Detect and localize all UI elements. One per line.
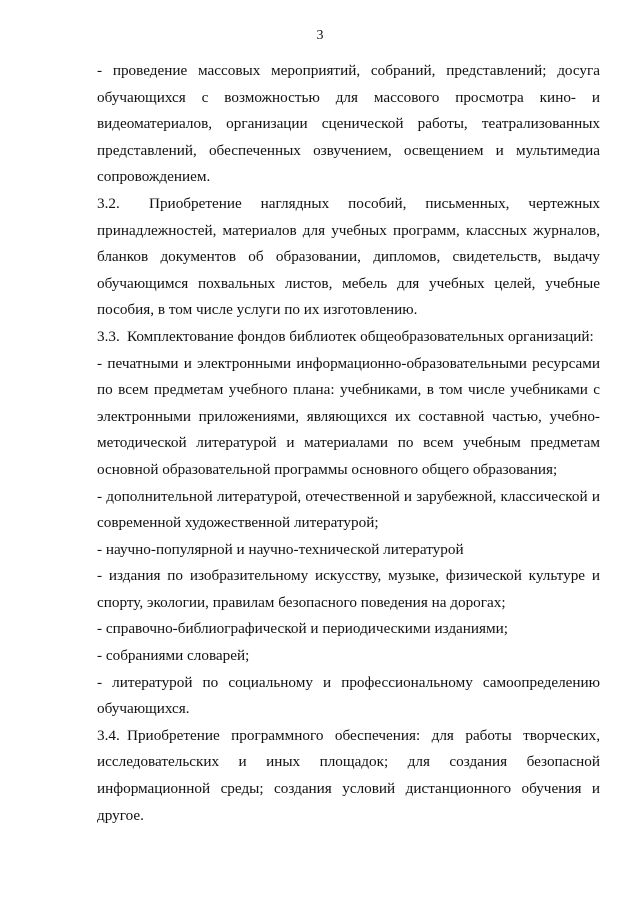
paragraph-text: Приобретение наглядных пособий, письменных, чертежных принадлежностей, материалов для учебных программ, классных журналов, бланков документов об образовании, дипломов, свидетельств, выдачу обучающимся похвальных листов, мебель для учебных целей, учебные пособия, в том числе услуги по их изготовлению.	[97, 194, 600, 319]
list-item-dictionaries	[97, 643, 600, 670]
paragraph-text: - издания по изобразительному искусству, музыке, физической культуре и спорту, экологии, правилам безопасного поведения на дорогах;	[97, 567, 600, 611]
section-number: 3.3.	[97, 327, 120, 345]
list-item-popular-science	[97, 537, 600, 564]
paragraph-text: - справочно-библиографической и периодическими изданиями;	[97, 620, 508, 638]
page-number: 3	[316, 28, 324, 43]
list-item-reference	[97, 616, 600, 643]
list-item-printed-resources	[97, 351, 600, 484]
paragraph-text: - научно-популярной и научно-технической литературой	[97, 540, 464, 558]
paragraph-3-2	[97, 191, 600, 324]
paragraph-3-4	[97, 723, 600, 829]
list-item-self-determination	[97, 670, 600, 723]
paragraph-mass-events	[97, 58, 600, 191]
paragraph-text: Комплектование фондов библиотек общеобразовательных организаций:	[127, 327, 594, 345]
paragraph-text: Приобретение программного обеспечения: для работы творческих, исследовательских и иных площадок; для создания безопасной информационной среды; создания условий дистанционного обучения и другое.	[97, 726, 600, 824]
paragraph-text: - проведение массовых мероприятий, собраний, представлений; досуга обучающихся с возможностью для массового просмотра кино- и видеоматериалов, организации сценической работы, театрализованных представлений, обеспеченных озвучением, освещением и мультимедиа сопровождением.	[97, 62, 600, 186]
paragraph-text: - литературой по социальному и профессиональному самоопределению обучающихся.	[97, 673, 600, 718]
document-body	[97, 58, 600, 829]
section-number: 3.2.	[97, 194, 120, 212]
section-number: 3.4.	[97, 726, 120, 744]
list-item-arts-editions	[97, 563, 600, 616]
list-item-additional-literature	[97, 484, 600, 537]
paragraph-text: - дополнительной литературой, отечественной и зарубежной, классической и современной художественной литературой;	[97, 487, 600, 532]
paragraph-text: - собраниями словарей;	[97, 647, 250, 665]
paragraph-3-3	[97, 324, 600, 351]
paragraph-text: - печатными и электронными информационно-образовательными ресурсами по всем предметам учебного плана: учебниками, в том числе учебниками с электронными приложениями, являющихся их составной частью, учебно-методической литературой и материалами по всем учебным предметам основной образовательной программы основного общего образования;	[97, 354, 600, 478]
